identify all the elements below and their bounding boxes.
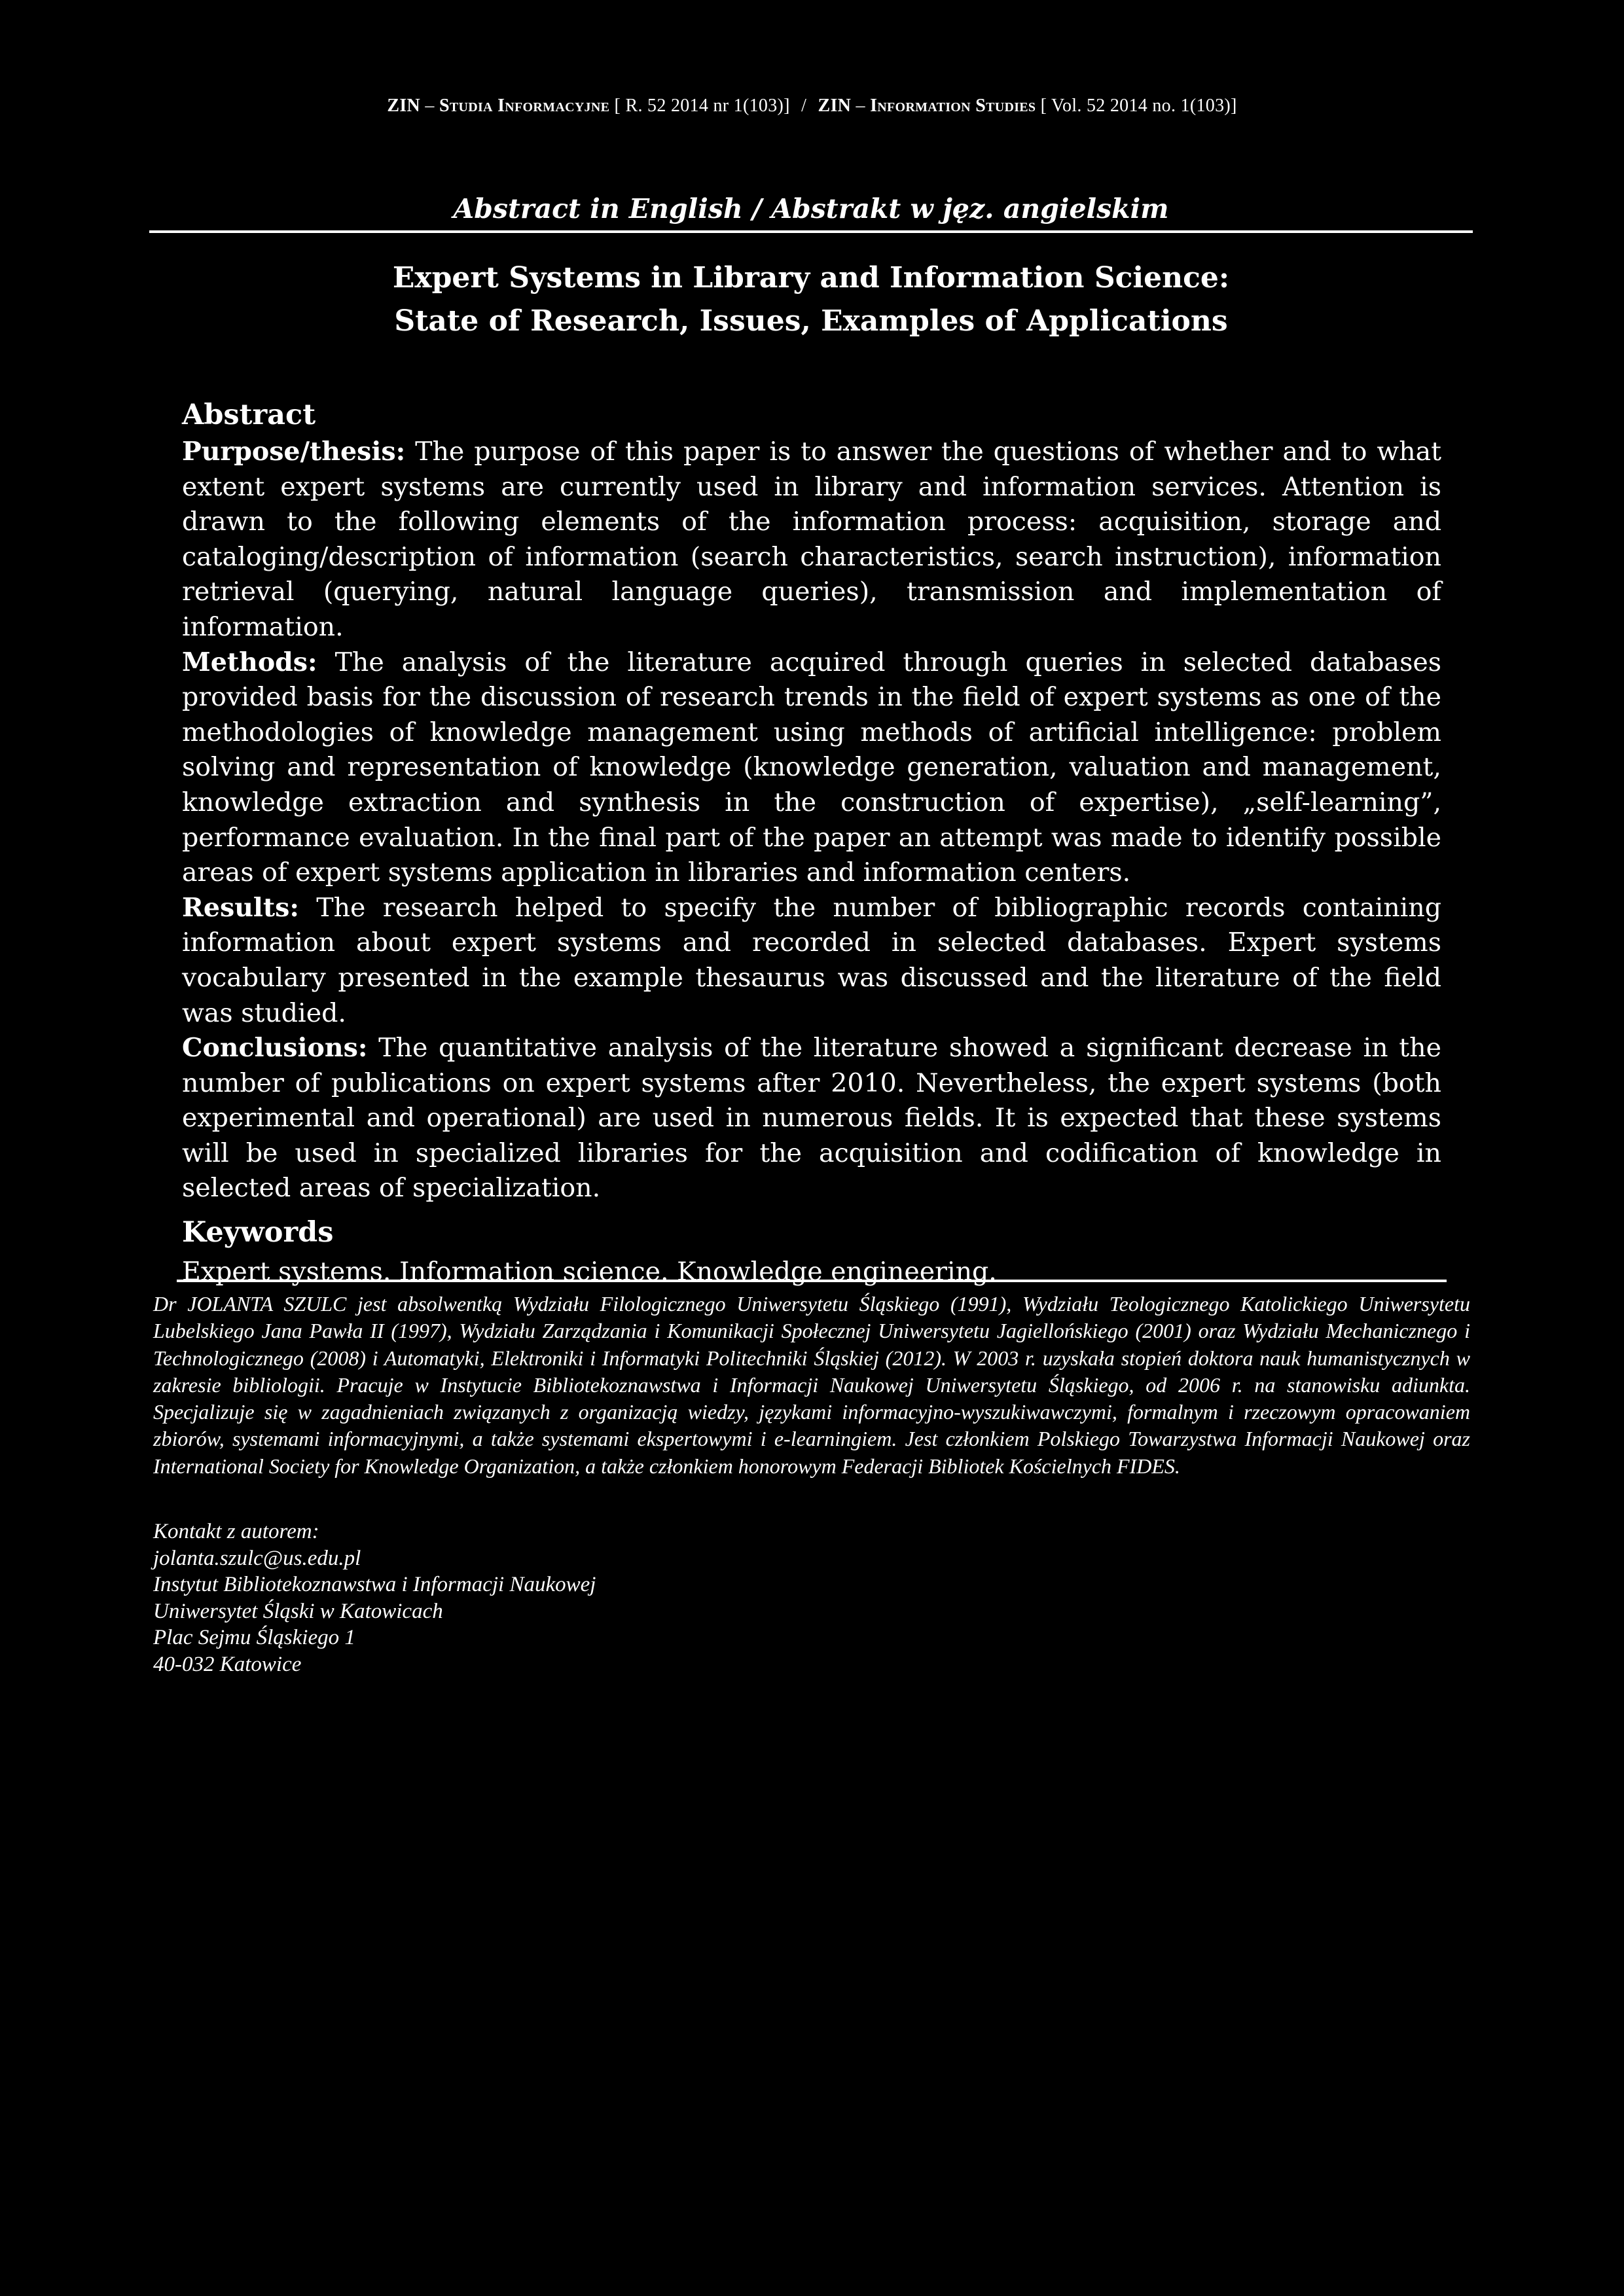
header-dash-pl: – bbox=[420, 96, 439, 116]
header-journal-abbr-en: ZIN bbox=[818, 96, 852, 116]
header-issue-pl: [ R. 52 2014 nr 1(103)] bbox=[609, 96, 790, 116]
running-header bbox=[0, 96, 1624, 117]
paper-title bbox=[149, 257, 1473, 343]
contact-label: Kontakt z autorem: bbox=[153, 1520, 319, 1543]
methods-text: The analysis of the literature acquired through queries in selected databases provided basis for the discussion of research trends in the field of expert systems as one of the methodologies of knowledge management using methods of artificial intelligence: problem solving and representation of knowledge (knowledge generation, valuation and management, knowledge extraction and synthesis in the construction of expertise), „self-learning”, performance evaluation. In the final part of the paper an attempt was made to identify possible areas of expert systems application in libraries and information centers. bbox=[182, 647, 1441, 888]
keywords-text: Expert systems. Information science. Knowledge engineering. bbox=[182, 1257, 997, 1287]
abstract-heading: Abstract bbox=[182, 399, 316, 431]
conclusions-text: The quantitative analysis of the literature showed a significant decrease in the number of publications on expert systems after 2010. Nevertheless, the expert systems (both experimental and operational) are used in numerous fields. It is expected that these systems will be used in specialized libraries for the acquisition and codification of knowledge in selected areas of specialization. bbox=[182, 1033, 1441, 1204]
abstract-section bbox=[182, 395, 1441, 1290]
paper-title-line-2: State of Research, Issues, Examples of Applications bbox=[394, 304, 1228, 338]
methods-label: Methods: bbox=[182, 647, 317, 677]
contact-city: 40-032 Katowice bbox=[153, 1652, 302, 1676]
contact-street: Plac Sejmu Śląskiego 1 bbox=[153, 1626, 355, 1649]
header-separator: / bbox=[801, 96, 807, 116]
contact-email[interactable]: jolanta.szulc@us.edu.pl bbox=[153, 1546, 361, 1570]
section-label: Abstract in English / Abstrakt w jęz. angielskim bbox=[453, 193, 1169, 224]
purpose-text: The purpose of this paper is to answer the questions of whether and to what extent expert systems are currently used in library and information services. Attention is drawn to the following elements of the information process: acquisition, storage and cataloging/description of information (search characteristics, search instruction), information retrieval (querying, natural language queries), transmission and implementation of information. bbox=[182, 437, 1441, 642]
abstract-conclusions bbox=[182, 1031, 1441, 1206]
results-label: Results: bbox=[182, 892, 299, 923]
author-bio: Dr JOLANTA SZULC jest absolwentką Wydziału Filologicznego Uniwersytetu Śląskiego (1991), Wydziału Teologicznego Katolickiego Uniwersytetu Lubelskiego Jana Pawła II (1997), Wydziału Zarządzania i Komunikacji Społecznej Uniwersytetu Jagiellońskiego (2001) oraz Wydziału Mechanicznego i Technologicznego (2008) i Automatyki, Elektroniki i Informatyki Politechniki Śląskiej (2012). W 2003 r. uzyskała stopień doktora nauk humanistycznych w zakresie bibliologii. Pracuje w Instytucie Bibliotekoznawstwa i Informacji Naukowej Uniwersytetu Śląskiego, od 2006 r. na stanowisku adiunkta. Specjalizuje się w zagadnieniach związanych z organizacją wiedzy, językami informacyjno-wyszukiwawczymi, formalnym i rzeczowym opracowaniem zbiorów, systemami informacyjnymi, a także systemami ekspertowymi i e-learningiem. Jest członkiem Polskiego Towarzystwa Informacji Naukowej oraz International Society for Knowledge Organization, a także członkiem honorowym Federacji Bibliotek Kościelnych FIDES. bbox=[153, 1292, 1470, 1478]
purpose-label: Purpose/thesis: bbox=[182, 437, 406, 467]
conclusions-label: Conclusions: bbox=[182, 1033, 368, 1064]
contact-institute: Instytut Bibliotekoznawstwa i Informacji Naukowej bbox=[153, 1573, 596, 1596]
header-journal-abbr-pl: ZIN bbox=[387, 96, 421, 116]
header-issue-en: [ Vol. 52 2014 no. 1(103)] bbox=[1036, 96, 1237, 116]
contact-university: Uniwersytet Śląski w Katowicach bbox=[153, 1599, 443, 1623]
header-journal-title-pl: Studia Informacyjne bbox=[439, 96, 610, 116]
header-journal-title-en: Information Studies bbox=[870, 96, 1036, 116]
author-contact bbox=[153, 1518, 1070, 1677]
section-divider bbox=[149, 230, 1473, 233]
keywords-heading: Keywords bbox=[182, 1216, 334, 1249]
abstract-results bbox=[182, 891, 1441, 1031]
paper-title-line-1: Expert Systems in Library and Information Science: bbox=[392, 261, 1230, 295]
results-text: The research helped to specify the number of bibliographic records containing information about expert systems and recorded in selected databases. Expert systems vocabulary presented in the example thesaurus was discussed and the literature of the field was studied. bbox=[182, 892, 1441, 1028]
footnote-divider bbox=[177, 1280, 1447, 1282]
abstract-methods bbox=[182, 645, 1441, 891]
header-dash-en: – bbox=[851, 96, 871, 116]
abstract-purpose bbox=[182, 435, 1441, 645]
